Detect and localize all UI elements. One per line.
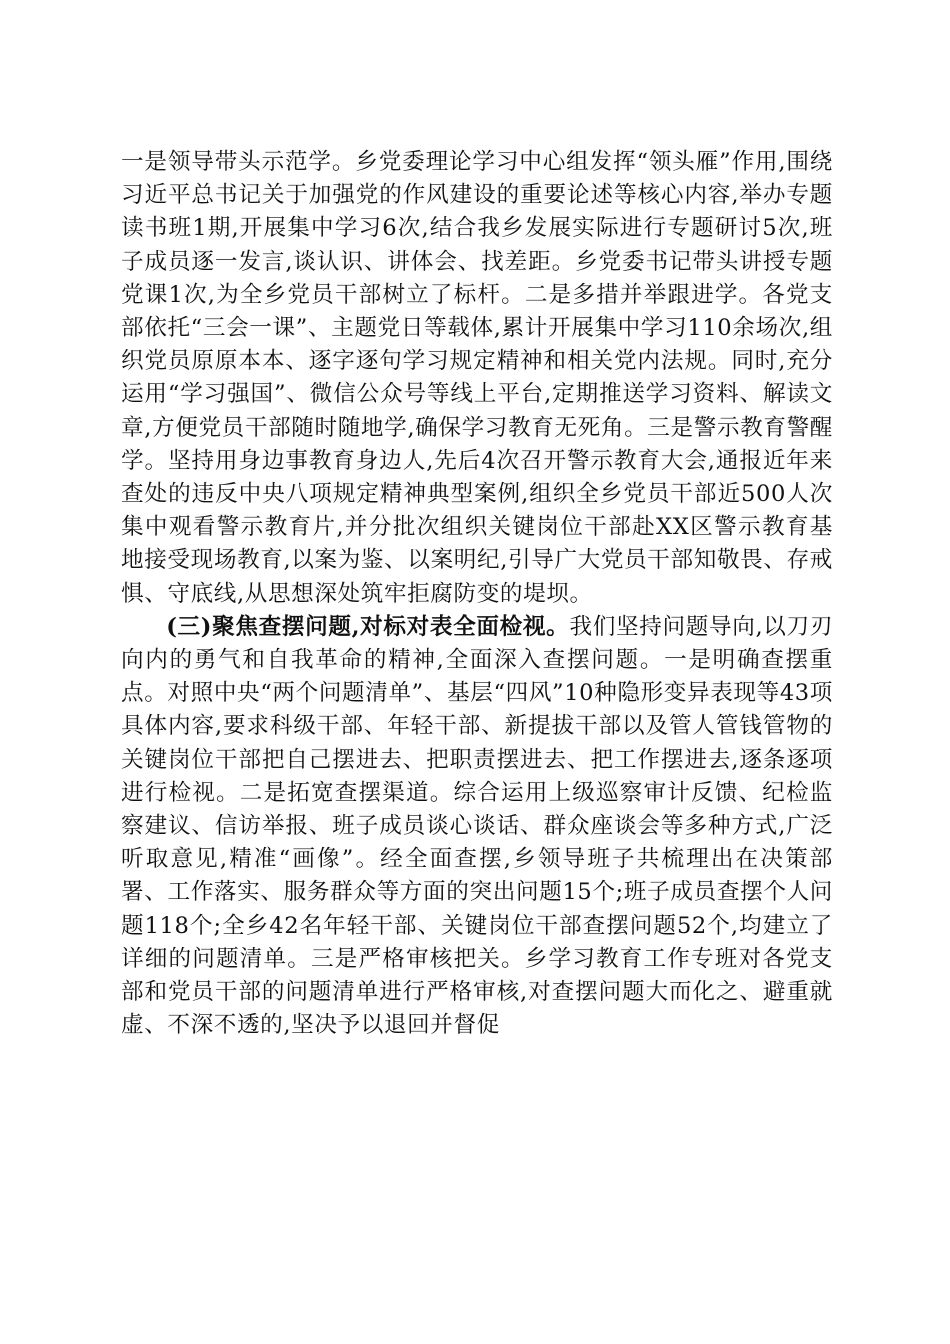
paragraph-learning [121,146,833,611]
paragraph-problem-review [121,611,833,1043]
section-heading: (三)聚焦查摆问题,对标对表全面检视。 [166,613,570,640]
paragraph-text: 我们坚持问题导向,以刀刃向内的勇气和自我革命的精神,全面深入查摆问题。一是明确查摆重点。对照中央“两个问题清单”、基层“四风”10种隐形变异表现等43项具体内容,要求科级干部、年轻干部、新提拔干部以及管人管钱管物的关键岗位干部把自己摆进去、把职责摆进去、把工作摆进去,逐条逐项进行检视。二是拓宽查摆渠道。综合运用上级巡察审计反馈、纪检监察建议、信访举报、班子成员谈心谈话、群众座谈会等多种方式,广泛听取意见,精准“画像”。经全面查摆,乡领导班子共梳理出在决策部署、工作落实、服务群众等方面的突出问题15个;班子成员查摆个人问题118个;全乡42名年轻干部、关键岗位干部查摆问题52个,均建立了详细的问题清单。三是严格审核把关。乡学习教育工作专班对各党支部和党员干部的问题清单进行严格审核,对查摆问题大而化之、避重就虚、不深不透的,坚决予以退回并督促 [121,613,833,1039]
document-body [121,146,833,1042]
paragraph-text: 一是领导带头示范学。乡党委理论学习中心组发挥“领头雁”作用,围绕习近平总书记关于加强党的作风建设的重要论述等核心内容,举办专题读书班1期,开展集中学习6次,结合我乡发展实际进行专题研讨5次,班子成员逐一发言,谈认识、讲体会、找差距。乡党委书记带头讲授专题党课1次,为全乡党员干部树立了标杆。二是多措并举跟进学。各党支部依托“三会一课”、主题党日等载体,累计开展集中学习110余场次,组织党员原原本本、逐字逐句学习规定精神和相关党内法规。同时,充分运用“学习强国”、微信公众号等线上平台,定期推送学习资料、解读文章,方便党员干部随时随地学,确保学习教育无死角。三是警示教育警醒学。坚持用身边事教育身边人,先后4次召开警示教育大会,通报近年来查处的违反中央八项规定精神典型案例,组织全乡党员干部近500人次集中观看警示教育片,并分批次组织关键岗位干部赴XX区警示教育基地接受现场教育,以案为鉴、以案明纪,引导广大党员干部知敬畏、存戒惧、守底线,从思想深处筑牢拒腐防变的堤坝。 [121,149,833,607]
